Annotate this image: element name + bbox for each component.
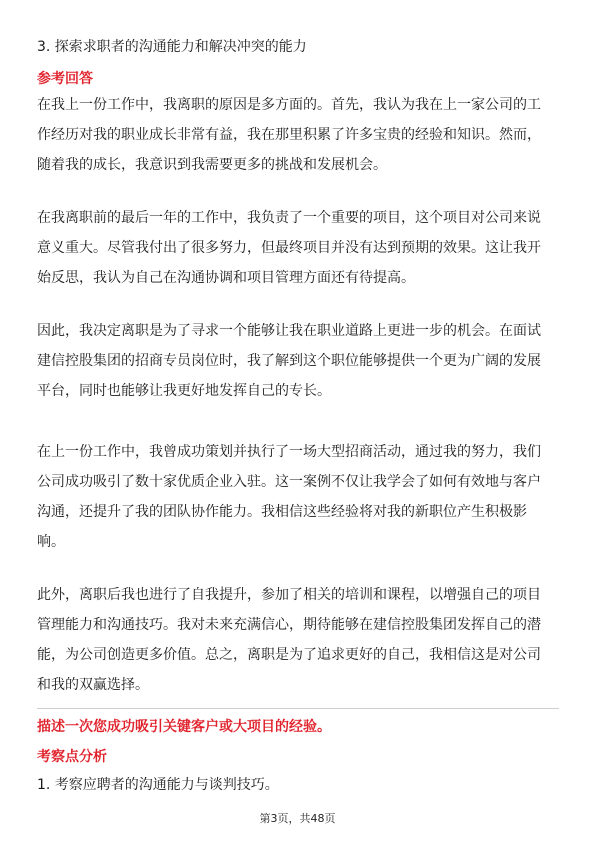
paragraph-line: 在上一份工作中，我曾成功策划并执行了一场大型招商活动，通过我的努力，我们	[37, 444, 541, 460]
analysis-item: 1. 考察应聘者的沟通能力与谈判技巧。	[37, 777, 279, 793]
paragraph-line: 管理能力和沟通技巧。我对未来充满信心，期待能够在建信控股集团发挥自己的潜	[37, 617, 541, 633]
answer-paragraph-3	[37, 316, 559, 406]
page-footer: 第3页，共48页	[259, 812, 336, 825]
answer-paragraph-5	[37, 580, 559, 700]
paragraph-line: 随着我的成长，我意识到我需要更多的挑战和发展机会。	[37, 157, 387, 173]
paragraph-line: 平台，同时也能够让我更好地发挥自己的专长。	[37, 383, 331, 399]
paragraph-line: 建信控股集团的招商专员岗位时，我了解到这个职位能够提供一个更为广阔的发展	[37, 353, 541, 369]
paragraph-line: 公司成功吸引了数十家优质企业入驻。这一案例不仅让我学会了如何有效地与客户	[37, 474, 541, 490]
paragraph-line: 响。	[37, 534, 65, 550]
next-question-heading: 描述一次您成功吸引关键客户或大项目的经验。	[37, 719, 331, 735]
answer-paragraph-2	[37, 203, 559, 293]
paragraph-line: 沟通，还提升了我的团队协作能力。我相信这些经验将对我的新职位产生积极影	[37, 504, 527, 520]
paragraph-line: 作经历对我的职业成长非常有益，我在那里积累了许多宝贵的经验和知识。然而，	[37, 127, 541, 143]
paragraph-line: 能，为公司创造更多价值。总之，离职是为了追求更好的自己，我相信这是对公司	[37, 647, 541, 663]
answer-label: 参考回答	[37, 71, 93, 87]
answer-paragraph-4	[37, 437, 559, 557]
section-divider	[37, 708, 559, 709]
paragraph-line: 因此，我决定离职是为了寻求一个能够让我在职业道路上更进一步的机会。在面试	[37, 323, 541, 339]
answer-paragraph-1	[37, 90, 559, 180]
paragraph-line: 意义重大。尽管我付出了很多努力，但最终项目并没有达到预期的效果。这让我开	[37, 240, 541, 256]
paragraph-line: 始反思，我认为自己在沟通协调和项目管理方面还有待提高。	[37, 270, 415, 286]
question-heading: 3. 探索求职者的沟通能力和解决冲突的能力	[37, 39, 307, 55]
paragraph-line: 在我离职前的最后一年的工作中，我负责了一个重要的项目，这个项目对公司来说	[37, 210, 541, 226]
paragraph-line: 此外，离职后我也进行了自我提升，参加了相关的培训和课程，以增强自己的项目	[37, 587, 541, 603]
analysis-label: 考察点分析	[37, 749, 107, 765]
paragraph-line: 在我上一份工作中，我离职的原因是多方面的。首先，我认为我在上一家公司的工	[37, 97, 541, 113]
paragraph-line: 和我的双赢选择。	[37, 677, 149, 693]
